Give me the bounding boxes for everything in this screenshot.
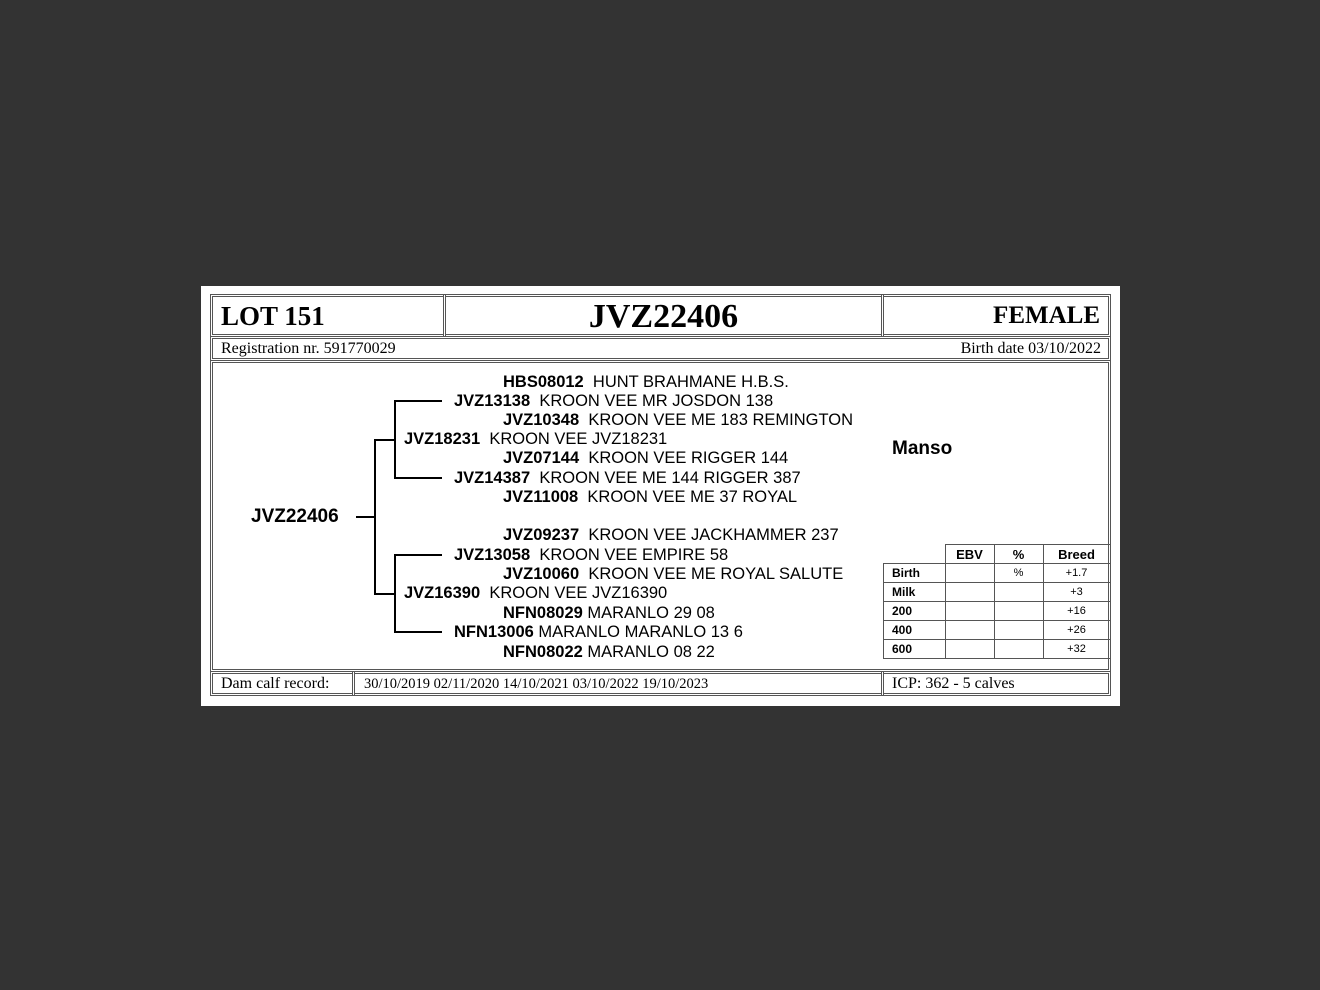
ebv-percent (994, 602, 1043, 621)
ebv-breed: +3 (1043, 583, 1110, 602)
pedigree-line (374, 593, 394, 595)
pedigree-code: JVZ10060 (503, 565, 580, 583)
pedigree-line (394, 400, 442, 402)
pedigree-name: KROON VEE ME 144 RIGGER 387 (539, 469, 801, 487)
pedigree-code: JVZ10348 (503, 411, 580, 429)
pedigree-code: JVZ18231 (404, 430, 481, 448)
ebv-row-label: 600 (884, 640, 946, 659)
ebv-percent (994, 583, 1043, 602)
pedigree-name: KROON VEE ME 37 ROYAL (587, 488, 798, 506)
sex-box (881, 294, 1111, 337)
ebv-row-label: Birth (884, 564, 946, 583)
icp-box (881, 671, 1111, 696)
ebv-row (884, 583, 1111, 602)
pedigree-entry (503, 373, 789, 392)
calf-record-label-box (210, 671, 355, 696)
ebv-percent (994, 621, 1043, 640)
pedigree-code: JVZ13058 (454, 546, 531, 564)
ebv-value (945, 564, 994, 583)
pedigree-name: KROON VEE ME ROYAL SALUTE (588, 565, 844, 583)
ebv-value (945, 602, 994, 621)
pedigree-name: KROON VEE JVZ16390 (489, 584, 668, 602)
pedigree-code: JVZ09237 (503, 526, 580, 544)
ebv-header: EBV (945, 545, 994, 564)
ebv-percent: % (994, 564, 1043, 583)
ebv-table (883, 544, 1111, 659)
ebv-row (884, 640, 1111, 659)
birth-date: Birth date 03/10/2022 (960, 340, 1101, 357)
pedigree-code: JVZ16390 (404, 584, 481, 602)
animal-id-box (443, 294, 884, 337)
ebv-row-label: Milk (884, 583, 946, 602)
pedigree-entry (503, 643, 715, 662)
pedigree-name: KROON VEE EMPIRE 58 (539, 546, 729, 564)
pedigree-subject: JVZ22406 (251, 506, 339, 527)
pedigree-name: MARANLO MARANLO 13 6 (538, 623, 743, 641)
lot-card (201, 286, 1120, 706)
lot-box (210, 294, 446, 337)
ebv-row (884, 621, 1111, 640)
ebv-row (884, 564, 1111, 583)
pedigree-code: JVZ14387 (454, 469, 531, 487)
pedigree-code: JVZ13138 (454, 392, 531, 410)
pedigree-code: HBS08012 (503, 373, 584, 391)
pedigree-code: NFN08022 (503, 643, 583, 661)
pedigree-entry (503, 449, 788, 468)
icp-summary: ICP: 362 - 5 calves (892, 675, 1015, 692)
ebv-breed: +32 (1043, 640, 1110, 659)
lot-number: LOT 151 (221, 301, 325, 331)
ebv-breed: +16 (1043, 602, 1110, 621)
pedigree-entry (503, 604, 715, 623)
pedigree-name: KROON VEE RIGGER 144 (588, 449, 789, 467)
pedigree-name: KROON VEE JVZ18231 (489, 430, 668, 448)
pedigree-code: JVZ11008 (503, 488, 579, 506)
ebv-corner (884, 545, 946, 564)
ebv-row-label: 200 (884, 602, 946, 621)
pedigree-entry (454, 546, 728, 565)
pedigree-name: MARANLO 08 22 (587, 643, 715, 661)
pedigree-line (394, 554, 396, 633)
pedigree-code: NFN13006 (454, 623, 534, 641)
pedigree-code: NFN08029 (503, 604, 583, 622)
pedigree-entry (454, 392, 773, 411)
pedigree-line (394, 477, 442, 479)
pedigree-entry (454, 623, 743, 642)
pedigree-line (356, 516, 376, 518)
animal-sex: FEMALE (993, 302, 1100, 329)
pedigree-entry (404, 430, 667, 449)
pedigree-name: HUNT BRAHMANE H.B.S. (592, 373, 789, 391)
pedigree-name: KROON VEE MR JOSDON 138 (539, 392, 774, 410)
pedigree-code: JVZ07144 (503, 449, 580, 467)
pedigree-name: MARANLO 29 08 (587, 604, 715, 622)
pedigree-line (394, 554, 442, 556)
ebv-value (945, 640, 994, 659)
pedigree-name: KROON VEE JACKHAMMER 237 (588, 526, 839, 544)
pedigree-entry (404, 584, 667, 603)
ebv-breed: +26 (1043, 621, 1110, 640)
pedigree-entry (454, 469, 801, 488)
pedigree-line (374, 439, 394, 441)
info-box (210, 336, 1111, 361)
pedigree-line (374, 439, 376, 595)
ebv-breed: +1.7 (1043, 564, 1110, 583)
calf-record-dates-box (352, 671, 884, 696)
calf-record-label: Dam calf record: (221, 675, 330, 692)
ebv-header: % (994, 545, 1043, 564)
pedigree-line (394, 631, 442, 633)
registration-number: Registration nr. 591770029 (221, 340, 396, 357)
ebv-row-label: 400 (884, 621, 946, 640)
ebv-value (945, 621, 994, 640)
animal-id: JVZ22406 (588, 298, 739, 335)
ebv-value (945, 583, 994, 602)
ebv-header-row (884, 545, 1111, 564)
pedigree-entry (503, 565, 843, 584)
ebv-header: Breed (1043, 545, 1110, 564)
ebv-percent (994, 640, 1043, 659)
pedigree-entry (503, 411, 853, 430)
pedigree-entry (503, 526, 839, 545)
pedigree-entry (503, 488, 797, 507)
temperament: Manso (892, 438, 953, 459)
pedigree-line (394, 400, 396, 478)
ebv-row (884, 602, 1111, 621)
pedigree-name: KROON VEE ME 183 REMINGTON (588, 411, 853, 429)
calf-record-dates: 30/10/2019 02/11/2020 14/10/2021 03/10/2022 19/10/2023 (364, 676, 709, 692)
